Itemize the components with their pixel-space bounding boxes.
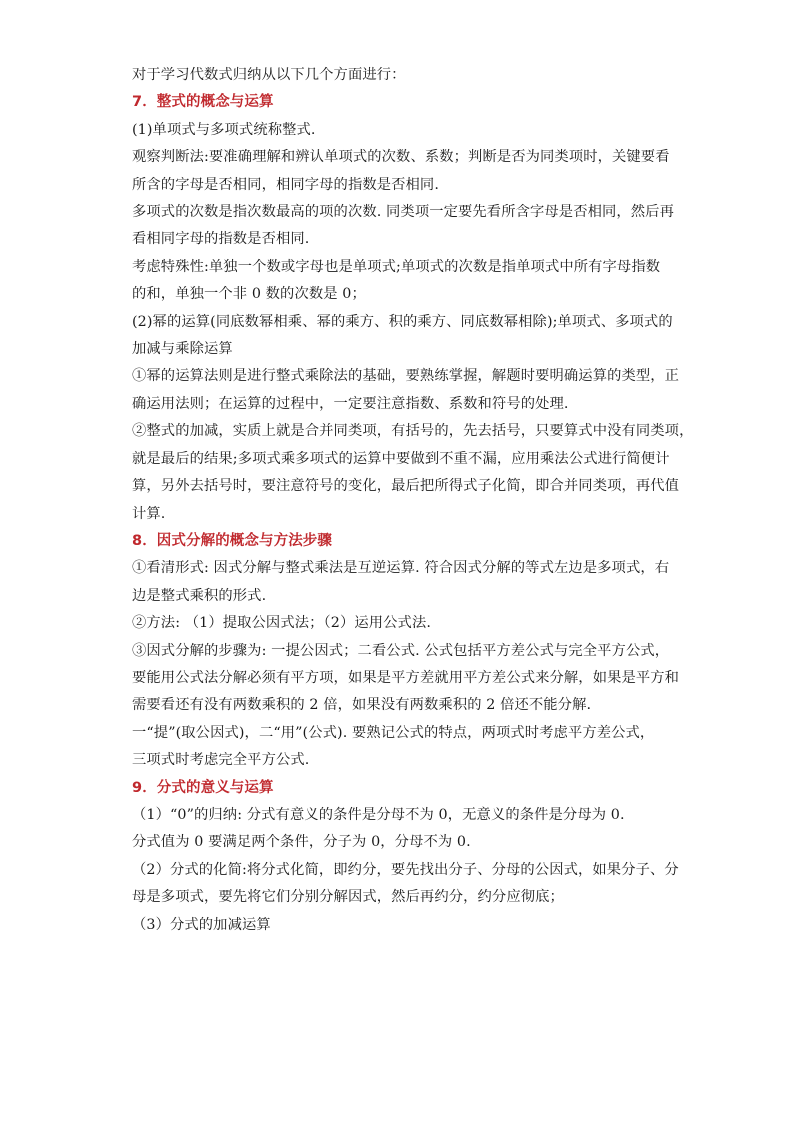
section-9-line: 母是多项式，要先将它们分别分解因式，然后再约分，约分应彻底； — [132, 889, 564, 906]
section-9-line: （1）“0”的归纳: 分式有意义的条件是分母不为 0，无意义的条件是分母为 0. — [132, 806, 625, 823]
document-page — [132, 62, 694, 939]
section-7-line: 多项式的次数是指次数最高的项的次数. 同类项一定要先看所含字母是否相同，然后再 — [132, 204, 674, 221]
intro-text: 对于学习代数式归纳从以下几个方面进行： — [132, 67, 406, 83]
section-8-line: ③因式分解的步骤为: 一提公因式；二看公式. 公式包括平方差公式与完全平方公式， — [132, 642, 670, 659]
section-7-line: 就是最后的结果;多项式乘多项式的运算中要做到不重不漏，应用乘法公式进行简便计 — [132, 450, 670, 467]
section-9-line: （3）分式的加减运算 — [132, 916, 271, 933]
section-8-line: 需要看还有没有两数乘积的 2 倍，如果没有两数乘积的 2 倍还不能分解. — [132, 697, 592, 714]
section-8-line: ①看清形式: 因式分解与整式乘法是互逆运算. 符合因式分解的等式左边是多项式，右 — [132, 560, 670, 577]
section-7-line: (1)单项式与多项式统称整式. — [132, 121, 316, 138]
section-7-line: 观察判断法:要准确理解和辨认单项式的次数、系数；判断是否为同类项时，关键要看 — [132, 149, 670, 166]
section-8-line: 三项式时考虑完全平方公式. — [132, 752, 310, 769]
section-7-line: 计算. — [132, 505, 166, 522]
section-8-line: ②方法: （1）提取公因式法；（2）运用公式法. — [132, 615, 431, 632]
section-8-heading: 8．因式分解的概念与方法步骤 — [132, 532, 332, 549]
section-7-line: ①幂的运算法则是进行整式乘除法的基础，要熟练掌握，解题时要明确运算的类型，正 — [132, 368, 680, 385]
section-7-line: 所含的字母是否相同，相同字母的指数是否相同. — [132, 176, 439, 193]
section-8-line: 一“提”(取公因式)，二“用”(公式). 要熟记公式的特点，两项式时考虑平方差公式， — [132, 724, 655, 741]
section-7-line: ②整式的加减，实质上就是合并同类项，有括号的，先去括号，只要算式中没有同类项， — [132, 423, 694, 440]
section-7-line: 确运用法则；在运算的过程中，一定要注意指数、系数和符号的处理. — [132, 395, 569, 412]
section-9-line: （2）分式的化简:将分式化简，即约分，要先找出分子、分母的公因式，如果分子、分 — [132, 861, 679, 878]
section-7-heading: 7．整式的概念与运算 — [132, 94, 274, 111]
section-7-line: 加减与乘除运算 — [132, 341, 233, 358]
section-9-heading: 9．分式的意义与运算 — [132, 779, 274, 796]
section-7-line: (2)幂的运算(同底数幂相乘、幂的乘方、积的乘方、同底数幂相除);单项式、多项式的 — [132, 313, 673, 330]
section-7-line: 的和，单独一个非 0 数的次数是 0； — [132, 286, 366, 303]
section-7-line: 考虑特殊性:单独一个数或字母也是单项式;单项式的次数是指单项式中所有字母指数 — [132, 258, 661, 275]
section-8-line: 要能用公式法分解必须有平方项，如果是平方差就用平方差公式来分解，如果是平方和 — [132, 669, 680, 686]
section-7-line: 算，另外去括号时，要注意符号的变化，最后把所得式子化简，即合并同类项，再代值 — [132, 478, 680, 495]
section-8-line: 边是整式乘积的形式. — [132, 587, 267, 604]
section-9-line: 分式值为 0 要满足两个条件，分子为 0，分母不为 0. — [132, 834, 471, 851]
section-7-line: 看相同字母的指数是否相同. — [132, 231, 310, 248]
